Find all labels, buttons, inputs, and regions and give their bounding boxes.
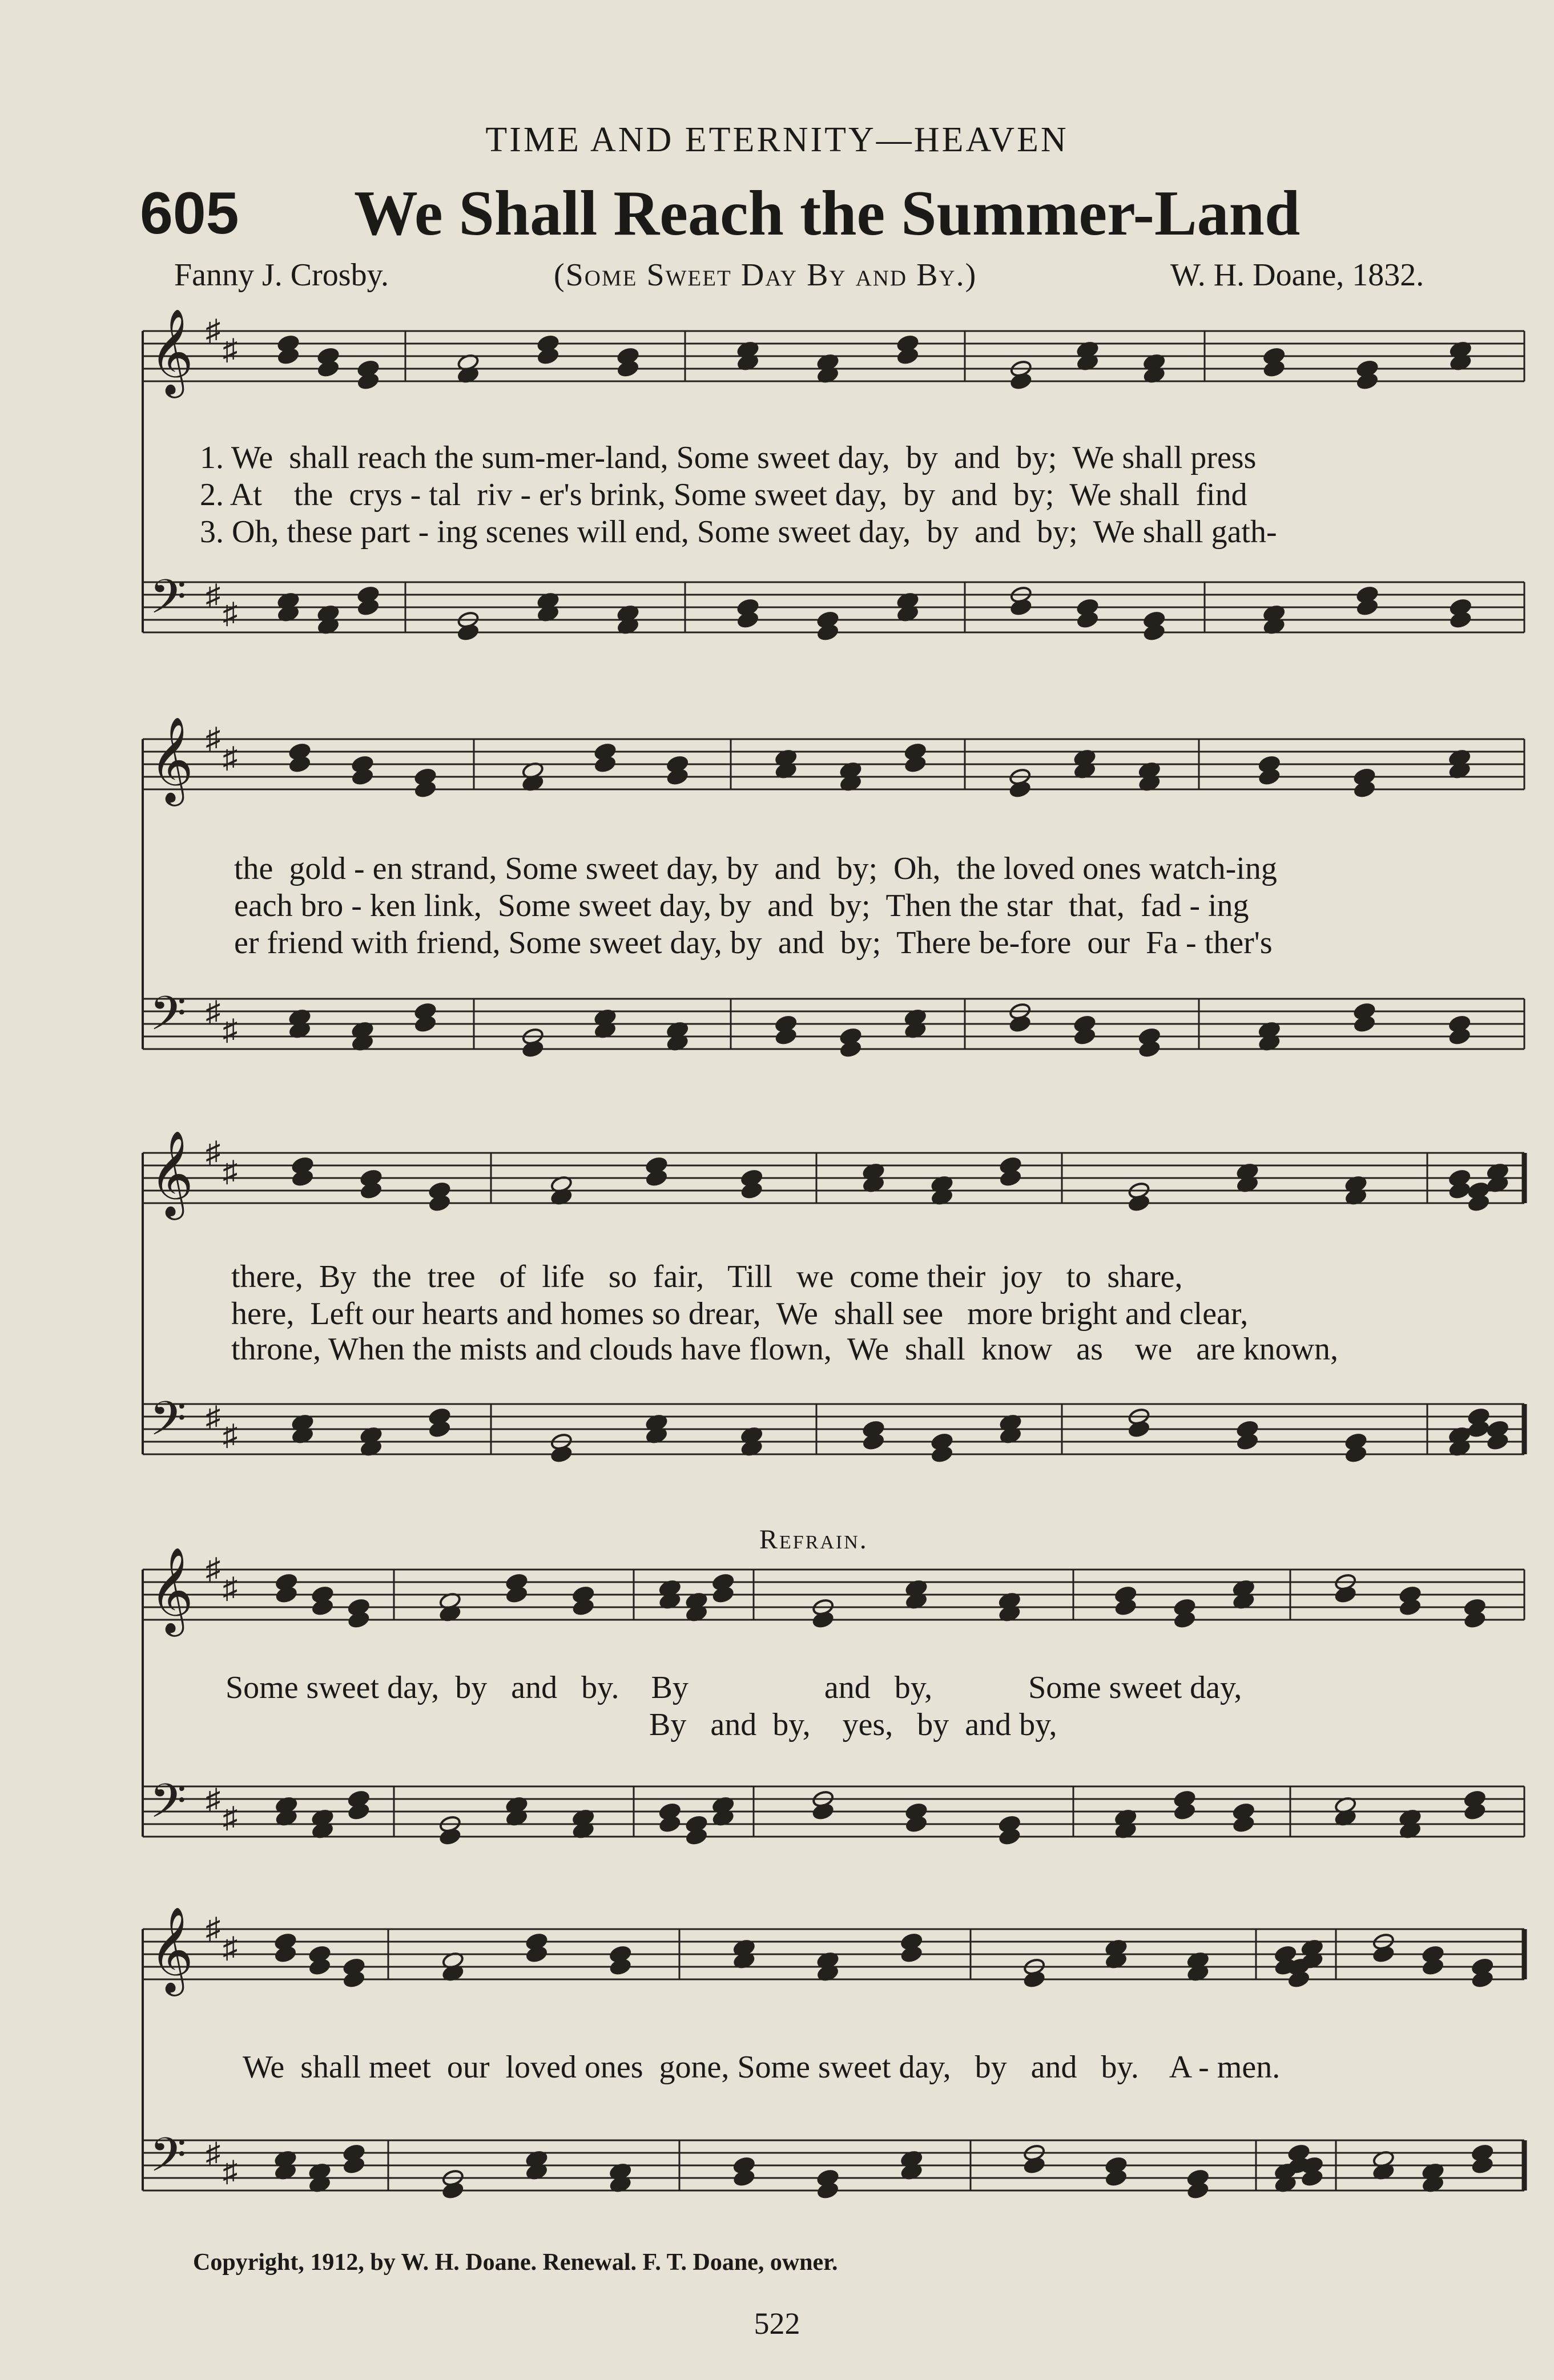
hymn-number: 605 bbox=[140, 180, 239, 247]
treble-clef-icon: 𝄞 bbox=[150, 1130, 194, 1216]
music-system-4 bbox=[137, 1524, 1524, 1901]
sharp-icon: ♯ bbox=[206, 1553, 220, 1586]
verse-line: 1. We shall reach the sum-mer-land, Some sweet day, by and by; We shall press bbox=[200, 440, 1257, 475]
sharp-icon: ♯ bbox=[223, 742, 237, 774]
verse-line: throne, When the mists and clouds have flown, We shall know as we are known, bbox=[231, 1332, 1339, 1367]
sharp-icon: ♯ bbox=[223, 598, 237, 630]
music-system-3 bbox=[137, 1119, 1524, 1518]
sharp-icon: ♯ bbox=[223, 1156, 237, 1188]
verse-line: 2. At the crys - tal riv - er's brink, Some sweet day, by and by; We shall find bbox=[200, 477, 1247, 513]
bass-clef-icon: 𝄢 bbox=[150, 2127, 187, 2194]
sharp-icon: ♯ bbox=[206, 1401, 220, 1434]
bass-clef-icon: 𝄢 bbox=[150, 1773, 187, 1840]
sharp-icon: ♯ bbox=[206, 314, 220, 347]
sharp-icon: ♯ bbox=[223, 1802, 237, 1834]
sharp-icon: ♯ bbox=[206, 1913, 220, 1945]
verse-line: Some sweet day, by and by. By and by, Some sweet day, bbox=[226, 1670, 1242, 1705]
bass-clef-icon: 𝄢 bbox=[150, 569, 187, 636]
sharp-icon: ♯ bbox=[223, 2156, 237, 2188]
section-heading: TIME AND ETERNITY—HEAVEN bbox=[485, 120, 1069, 159]
page-number: 522 bbox=[754, 2306, 800, 2341]
verse-line: We shall meet our loved ones gone, Some sweet day, by and by. A - men. bbox=[243, 2050, 1281, 2085]
copyright-notice: Copyright, 1912, by W. H. Doane. Renewal. F. T. Doane, owner. bbox=[193, 2249, 838, 2276]
verse-line: there, By the tree of life so fair, Till we come their joy to share, bbox=[231, 1259, 1183, 1294]
sharp-icon: ♯ bbox=[223, 1419, 237, 1452]
treble-clef-icon: 𝄞 bbox=[150, 1546, 194, 1633]
music-system-5 bbox=[137, 1901, 1524, 2243]
bass-clef-icon: 𝄢 bbox=[150, 986, 187, 1052]
sharp-icon: ♯ bbox=[206, 996, 220, 1028]
verse-line: the gold - en strand, Some sweet day, by and by; Oh, the loved ones watch-ing bbox=[234, 851, 1277, 886]
sharp-icon: ♯ bbox=[223, 1572, 237, 1605]
sharp-icon: ♯ bbox=[223, 334, 237, 366]
sharp-icon: ♯ bbox=[206, 1136, 220, 1169]
music-system-2 bbox=[137, 702, 1524, 1102]
refrain-label: Refrain. bbox=[759, 1524, 868, 1555]
sharp-icon: ♯ bbox=[206, 2137, 220, 2170]
verse-line: 3. Oh, these part - ing scenes will end, Some sweet day, by and by; We shall gath- bbox=[200, 514, 1277, 550]
verse-line: each bro - ken link, Some sweet day, by and by; Then the star that, fad - ing bbox=[234, 888, 1249, 923]
treble-clef-icon: 𝄞 bbox=[150, 716, 194, 802]
verse-line: By and by, yes, by and by, bbox=[226, 1707, 1057, 1742]
bass-clef-icon: 𝄢 bbox=[150, 1391, 187, 1458]
treble-clef-icon: 𝄞 bbox=[150, 308, 194, 394]
sharp-icon: ♯ bbox=[206, 723, 220, 755]
music-system-1 bbox=[137, 302, 1524, 679]
sharp-icon: ♯ bbox=[223, 1014, 237, 1047]
hymn-title: We Shall Reach the Summer-Land bbox=[354, 178, 1301, 249]
verse-line: er friend with friend, Some sweet day, by and by; There be-fore our Fa - ther's bbox=[234, 925, 1273, 961]
sharp-icon: ♯ bbox=[223, 1932, 237, 1964]
sharp-icon: ♯ bbox=[206, 579, 220, 612]
hymn-subtitle: (Some Sweet Day By and By.) bbox=[554, 257, 977, 293]
author-credit: Fanny J. Crosby. bbox=[174, 257, 389, 293]
composer-credit: W. H. Doane, 1832. bbox=[1170, 257, 1424, 293]
sharp-icon: ♯ bbox=[206, 1784, 220, 1816]
verse-line: here, Left our hearts and homes so drear, We shall see more bright and clear, bbox=[231, 1296, 1249, 1332]
treble-clef-icon: 𝄞 bbox=[150, 1906, 194, 1992]
